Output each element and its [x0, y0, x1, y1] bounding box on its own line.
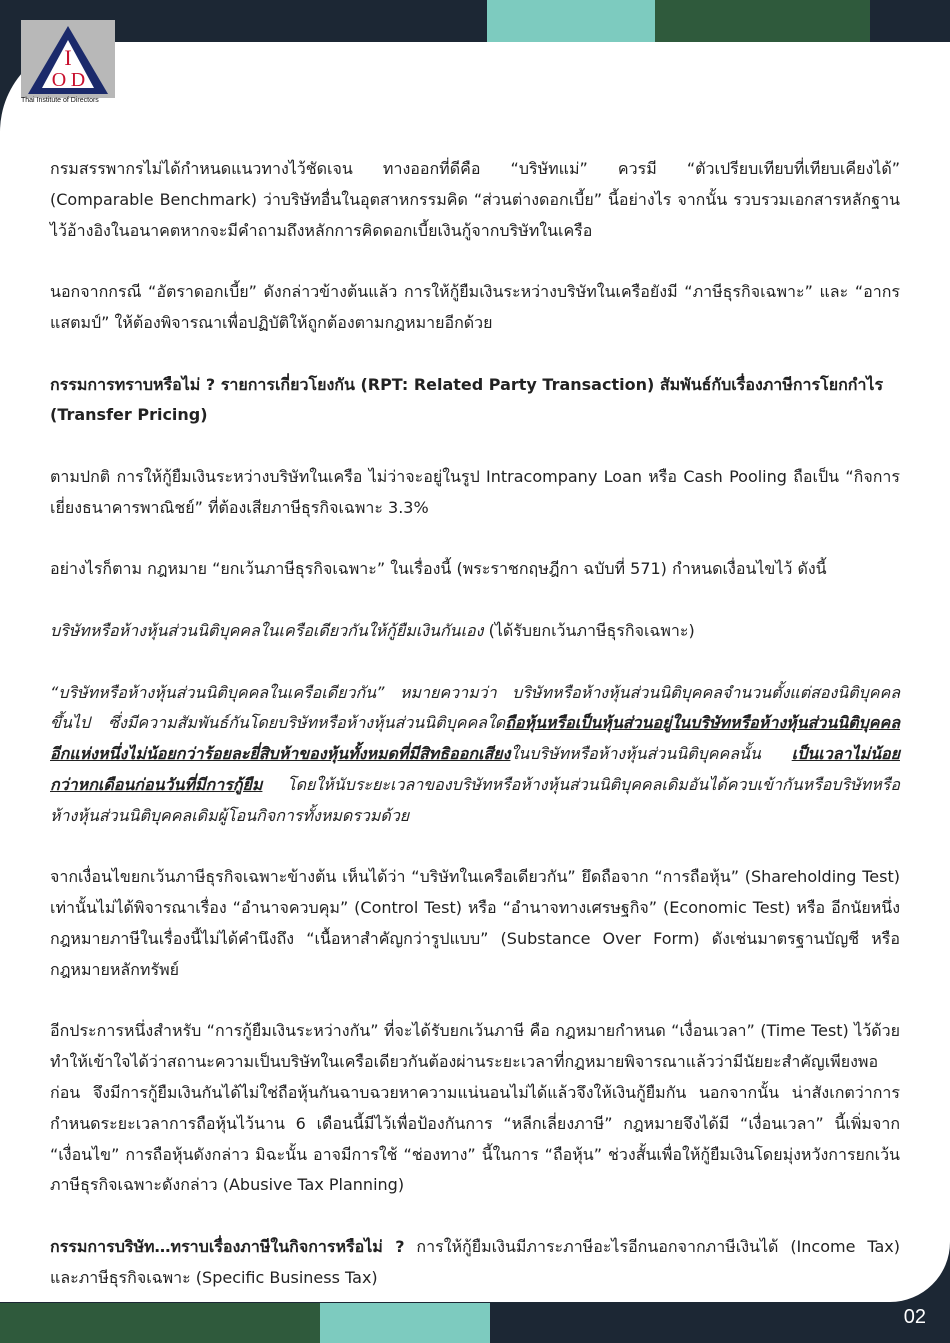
page-number: 02 [903, 1306, 926, 1328]
definition-part-c: ในบริษัทหรือห้างหุ้นส่วนนิติบุคคลนั้น [510, 744, 792, 764]
paragraph-5: อย่างไรก็ตาม กฎหมาย “ยกเว้นภาษีธุรกิจเฉพาะ” ในเรื่องนี้ (พระราชกฤษฎีกา ฉบับที่ 571) กำหนดเงื่อนไขไว้ ดังนี้ [50, 559, 827, 579]
paragraph-8: จากเงื่อนไขยกเว้นภาษีธุรกิจเฉพาะข้างต้น เห็นได้ว่า “บริษัทในเครือเดียวกัน” ยึดถือจาก “การถือหุ้น” (Shareholding Test) เท่านั้นไม่ได้พิจารณาเรื่อง “อำนาจควบคุม” (Control Test) หรือ “อำนาจทางเศรษฐกิจ” (Economic Test) หรือ อีกนัยหนึ่ง กฎหมายภาษีในเรื่องนี้ไม่ได้คำนึงถึง “เนื้อหาสำคัญกว่ารูปแบบ” (Substance Over Form) ดังเช่นมาตรฐานบัญชี หรือ กฎหมายหลักทรัพย์ [50, 867, 901, 979]
paragraph-6 [50, 616, 900, 647]
definition-part-e: โดยให้นับระยะเวลาของบริษัทหรือห้างหุ้นส่วนนิติบุคคลเดิมอันได้ควบเข้ากันหรือบริษัทหรือห้างหุ้นส่วนนิติบุคคลเดิมผู้โอนกิจการทั้งหมดรวมด้วย [50, 774, 900, 825]
paragraph-2: นอกจากกรณี “อัตราดอกเบี้ย” ดังกล่าวข้างต้นแล้ว การให้กู้ยืมเงินระหว่างบริษัทในเครือยังมี “ภาษีธุรกิจเฉพาะ” และ “อากรแสตมป์” ให้ต้องพิจารณาเพื่อปฏิบัติให้ถูกต้องตามกฎหมายอีกด้วย [50, 282, 900, 332]
paragraph-4: ตามปกติ การให้กู้ยืมเงินระหว่างบริษัทในเครือ ไม่ว่าจะอยู่ในรูป Intracompany Loan หรือ Cash Pooling ถือเป็น “กิจการเยี่ยงธนาคารพาณิชย์” ที่ต้องเสียภาษีธุรกิจเฉพาะ 3.3% [50, 466, 900, 517]
heading-tax-question: กรรมการบริษัท…ทราบเรื่องภาษีในกิจการหรือไม่ ? [50, 1236, 405, 1256]
logo-letter-o: O [51, 69, 67, 91]
exemption-condition: บริษัทหรือห้างหุ้นส่วนนิติบุคคลในเครือเดียวกันให้กู้ยืมเงินกันเอง [50, 620, 484, 640]
logo-caption: Thai Institute of Directors [21, 97, 99, 104]
paragraph-1: กรมสรรพากรไม่ได้กำหนดแนวทางไว้ชัดเจน ทางออกที่ดีคือ “บริษัทแม่” ควรมี “ตัวเปรียบเทียบที่เทียบเคียงได้” (Comparable Benchmark) ว่าบริษัทอื่นในอุตสาหกรรมคิด “ส่วนต่างดอกเบี้ย” นี้อย่างไร จากนั้น รวบรวมเอกสารหลักฐานไว้อ้างอิงในอนาคตหากจะมีคำถามถึงหลักการคิดดอกเบี้ยเงินกู้จากบริษัทในเครือ [50, 159, 900, 240]
top-teal-band [487, 0, 655, 42]
definition-quote [50, 678, 900, 832]
exemption-note: (ได้รับยกเว้นภาษีธุรกิจเฉพาะ) [483, 620, 695, 640]
iod-logo [21, 20, 115, 108]
logo-letter-d: D [70, 69, 86, 91]
heading-rpt: กรรมการทราบหรือไม่ ? รายการเกี่ยวโยงกัน (RPT: Related Party Transaction) สัมพันธ์กับเรื่องภาษีการโยกกำไร (Transfer Pricing) [50, 374, 884, 425]
paragraph-9: อีกประการหนึ่งสำหรับ “การกู้ยืมเงินระหว่างกัน” ที่จะได้รับยกเว้นภาษี คือ กฎหมายกำหนด “เงื่อนเวลา” (Time Test) ไว้ด้วย ทำให้เข้าใจได้ว่าสถานะความเป็นบริษัทในเครือเดียวกันต้องผ่านระยะเวลาที่กฎหมายพิจารณาแล้วว่ามีนัยยะสำคัญเพียงพอก่อน จึงมีการกู้ยืมเงินกันได้ไม่ใช่ถือหุ้นกันฉาบฉวยหาความแน่นอนไม่ได้แล้วจึงให้เงินกู้ยืมกัน นอกจากนั้น น่าสังเกตว่าการกำหนดระยะเวลาการถือหุ้นไว้นาน 6 เดือนนี้มีไว้เพื่อป้องกันการ “หลีกเลี่ยงภาษี” กฎหมายจึงได้มี “เงื่อนเวลา” นี้เพิ่มจาก “เงื่อนไข” การถือหุ้นดังกล่าว มิฉะนั้น อาจมีการใช้ “ช่องทาง” นี้ในการ “ถือหุ้น” ช่วงสั้นเพื่อให้กู้ยืมเงินโดยมุ่งหวังการยกเว้นภาษีธุรกิจเฉพาะดังกล่าว (Abusive Tax Planning) [50, 1021, 900, 1195]
definition-part-a: “บริษัทหรือห้างหุ้นส่วนนิติบุคคลในเครือเดียวกัน” หมายความว่า บริษัทหรือห้างหุ้นส่วนนิติบุคคลจำนวนตั้งแต่สองนิติบุคคลขึ้นไป ซึ่งมีความสัมพันธ์กันโดยบริษัทหรือห้างหุ้นส่วนนิติบุคคลใด [50, 682, 900, 733]
iod-logo-mark [21, 20, 115, 98]
paragraph-10 [50, 1232, 900, 1294]
definition-time-period: เป็นเวลาไม่น้อยกว่าหกเดือนก่อนวันที่มีการกู้ยืม [50, 744, 900, 794]
article-body [50, 154, 900, 1324]
definition-shareholding: ถือหุ้นหรือเป็นหุ้นส่วนอยู่ในบริษัทหรือห้างหุ้นส่วนนิติบุคคลอีกแห่งหนึ่งไม่น้อยกว่าร้อยละยี่สิบห้าของหุ้นทั้งหมดที่มีสิทธิออกเสียง [50, 713, 900, 764]
tax-question-body: การให้กู้ยืมเงินมีภาระภาษีอะไรอีกนอกจากภาษีเงินได้ (Income Tax) และภาษีธุรกิจเฉพาะ (Specific Business Tax) [50, 1236, 900, 1287]
logo-letter-i: I [64, 45, 72, 70]
